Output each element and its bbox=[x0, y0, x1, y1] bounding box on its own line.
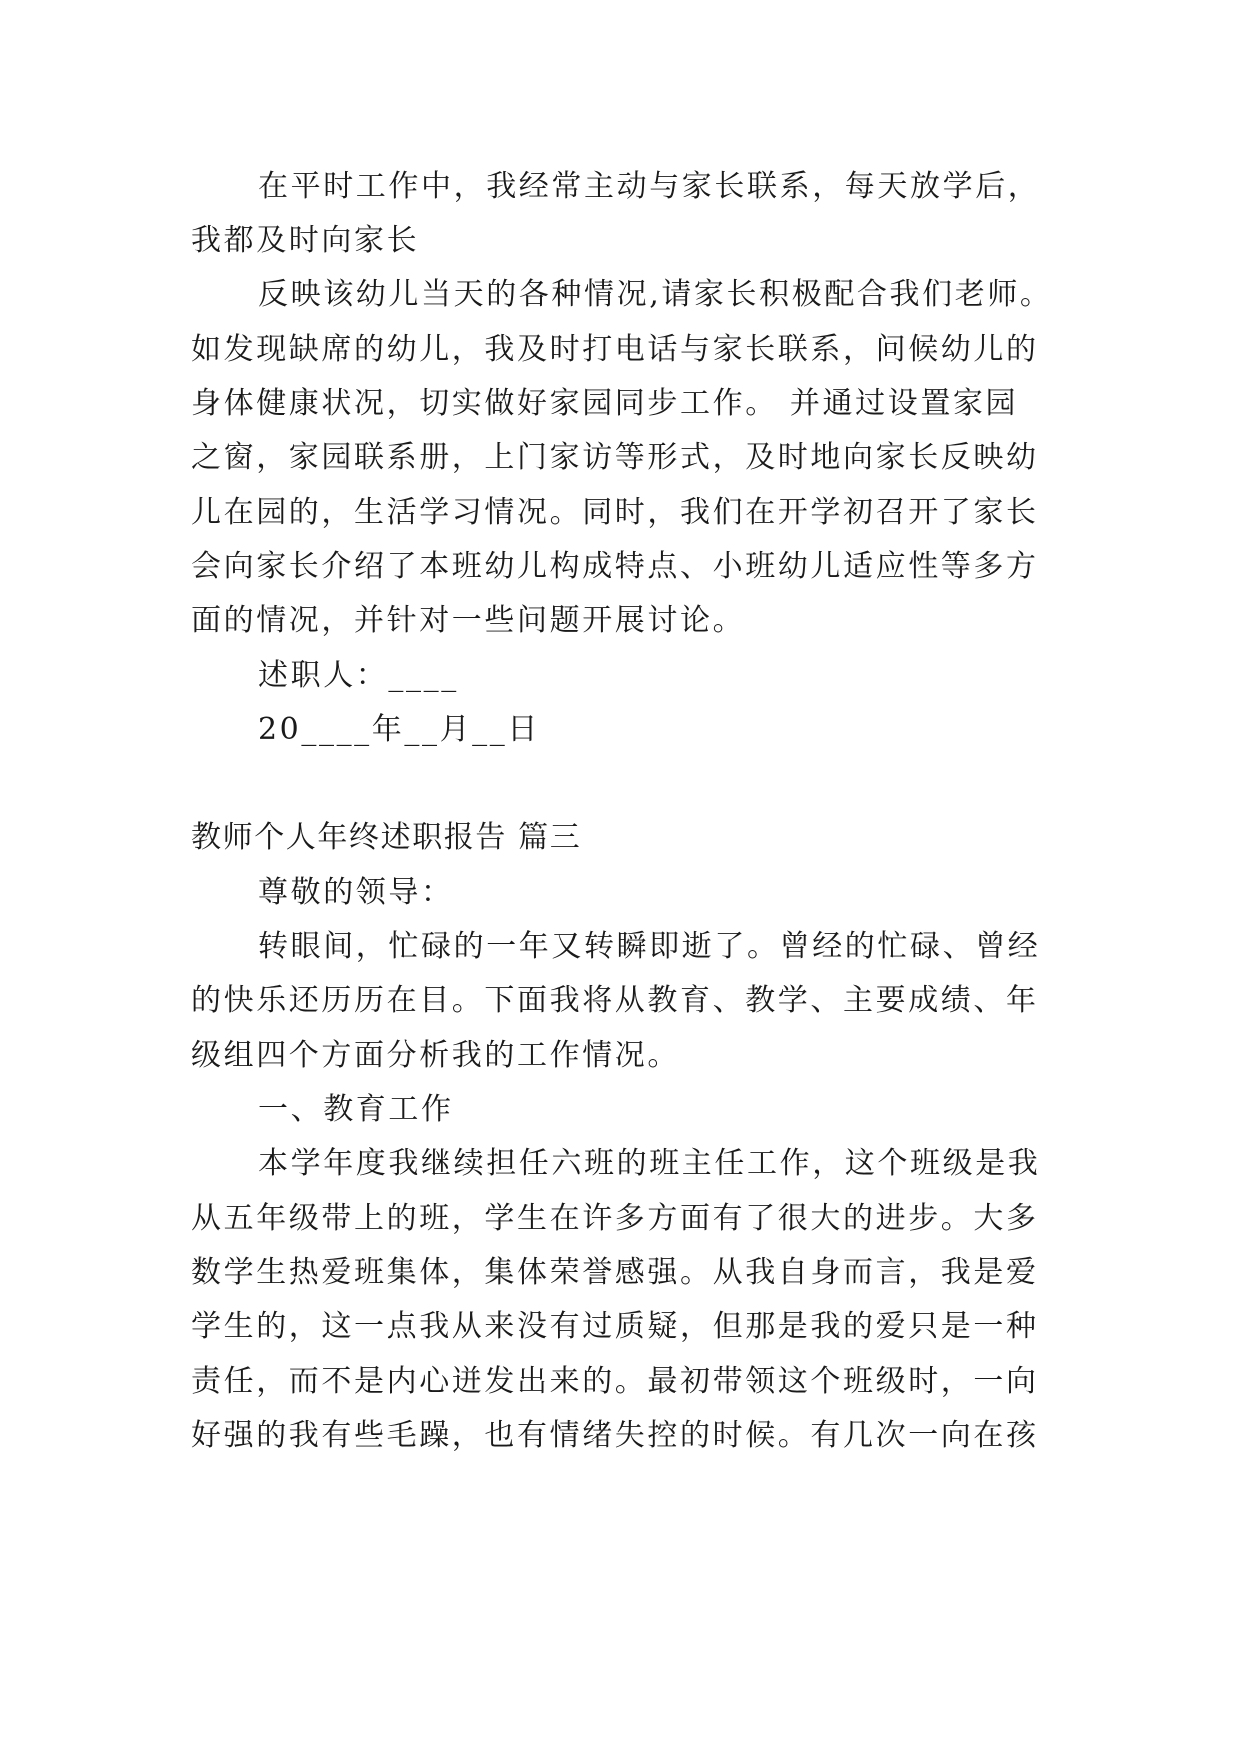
text-line: 之窗，家园联系册，上门家访等形式，及时地向家长反映幼 bbox=[191, 440, 1039, 475]
text-line: 学生的，这一点我从来没有过质疑，但那是我的爱只是一种 bbox=[191, 1309, 1039, 1344]
text-line: 责任，而不是内心迸发出来的。最初带领这个班级时，一向 bbox=[191, 1364, 1039, 1399]
text-line: 如发现缺席的幼儿，我及时打电话与家长联系，问候幼儿的 bbox=[191, 332, 1039, 367]
text-line: 本学年度我继续担任六班的班主任工作，这个班级是我 bbox=[258, 1146, 1041, 1181]
text-line: 在平时工作中，我经常主动与家长联系，每天放学后， bbox=[258, 169, 1041, 204]
text-line: 的快乐还历历在目。下面我将从教育、教学、主要成绩、年 bbox=[191, 983, 1039, 1018]
text-line: 我都及时向家长 bbox=[191, 223, 420, 258]
text-line: 转眼间，忙碌的一年又转瞬即逝了。曾经的忙碌、曾经 bbox=[258, 929, 1041, 964]
text-line: 儿在园的，生活学习情况。同时，我们在开学初召开了家长 bbox=[191, 495, 1039, 530]
text-line: 反映该幼儿当天的各种情况,请家长积极配合我们老师。 bbox=[258, 277, 1053, 312]
text-line: 从五年级带上的班，学生在许多方面有了很大的进步。大多 bbox=[191, 1201, 1039, 1236]
section-heading: 教师个人年终述职报告 篇三 bbox=[191, 820, 582, 855]
signature-line: 述职人：____ bbox=[258, 658, 459, 693]
text-line: 身体健康状况，切实做好家园同步工作。 并通过设置家园 bbox=[191, 386, 1019, 421]
text-line: 好强的我有些毛躁，也有情绪失控的时候。有几次一向在孩 bbox=[191, 1418, 1039, 1453]
text-line: 级组四个方面分析我的工作情况。 bbox=[191, 1038, 680, 1073]
text-line: 面的情况，并针对一些问题开展讨论。 bbox=[191, 603, 746, 638]
text-line: 数学生热爱班集体，集体荣誉感强。从我自身而言，我是爱 bbox=[191, 1255, 1039, 1290]
salutation: 尊敬的领导： bbox=[258, 875, 454, 910]
subsection-heading: 一、教育工作 bbox=[258, 1092, 454, 1127]
date-line: 20____年__月__日 bbox=[258, 712, 540, 747]
text-line: 会向家长介绍了本班幼儿构成特点、小班幼儿适应性等多方 bbox=[191, 549, 1039, 584]
